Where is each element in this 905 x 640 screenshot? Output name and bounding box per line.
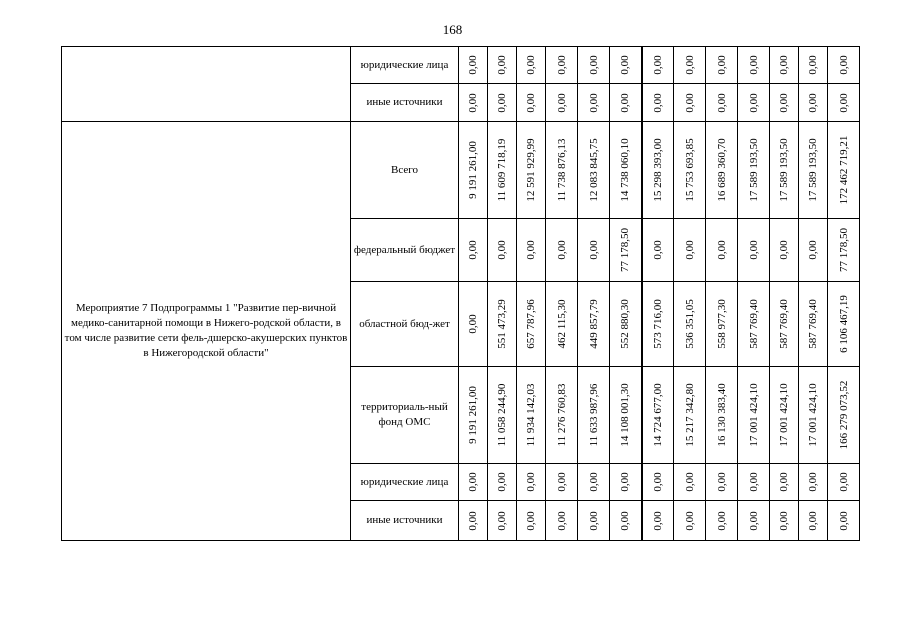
value-cell [610,219,642,282]
funding-source-cell: областной бюд-жет [351,282,459,367]
value-text: 0,00 [555,472,568,492]
value-text: 0,00 [747,510,760,531]
value-text: 0,00 [467,510,479,531]
value-cell [546,122,578,219]
value-text: 16 130 383,40 [715,383,728,447]
value-cell [674,282,706,367]
value-cell [674,47,706,84]
value-text: 0,00 [651,92,664,113]
value-cell [459,464,488,501]
value-cell [578,219,610,282]
value-cell [546,464,578,501]
value-cell [642,122,674,219]
value-cell [488,501,517,541]
value-cell [828,219,860,282]
value-cell [799,367,828,464]
value-cell [706,501,738,541]
value-cell [706,47,738,84]
value-cell [578,122,610,219]
value-text: 0,00 [496,55,508,75]
value-text: 0,00 [587,55,600,75]
value-cell [799,84,828,122]
value-text: 0,00 [747,472,760,492]
value-text: 9 191 261,00 [467,386,479,444]
page-number: 168 [442,22,463,37]
value-text: 0,00 [837,510,850,531]
value-cell [770,282,799,367]
value-text: 11 738 876,13 [555,138,568,202]
value-cell [642,367,674,464]
value-text: 0,00 [525,92,537,113]
value-text: 0,00 [467,472,479,492]
value-cell [828,464,860,501]
value-cell [799,282,828,367]
value-cell [706,219,738,282]
value-text: 0,00 [683,240,696,260]
value-text: 15 298 393,00 [651,138,664,202]
value-cell [459,219,488,282]
value-text: 11 633 987,96 [587,383,600,447]
value-cell [770,219,799,282]
value-cell [738,282,770,367]
value-text: 12 591 929,99 [525,138,537,202]
value-text: 0,00 [837,92,850,113]
value-cell [517,282,546,367]
value-cell [674,367,706,464]
value-cell [610,122,642,219]
value-cell [706,122,738,219]
value-cell [770,464,799,501]
value-cell [674,219,706,282]
value-text: 166 279 073,52 [837,380,850,450]
value-cell [642,464,674,501]
value-text: 0,00 [807,510,819,531]
value-cell [770,122,799,219]
value-cell [706,464,738,501]
value-cell [459,282,488,367]
value-cell [488,47,517,84]
value-cell [610,84,642,122]
value-text: 17 001 424,10 [747,383,760,447]
value-text: 0,00 [715,240,728,260]
value-cell [488,122,517,219]
value-cell [770,501,799,541]
value-cell [610,464,642,501]
value-cell [610,282,642,367]
value-text: 552 880,30 [619,299,632,349]
value-text: 9 191 261,00 [467,141,479,199]
value-cell [459,122,488,219]
value-text: 0,00 [837,55,850,75]
value-cell [578,501,610,541]
value-text: 0,00 [778,55,790,75]
value-cell [642,282,674,367]
value-cell [799,464,828,501]
value-text: 0,00 [683,92,696,113]
value-cell [799,501,828,541]
value-cell [642,219,674,282]
value-text: 17 589 193,50 [807,138,819,202]
value-text: 0,00 [555,55,568,75]
value-cell [674,501,706,541]
value-text: 536 351,05 [683,299,696,349]
empty-activity-cell [62,47,351,122]
value-text: 12 083 845,75 [587,138,600,202]
value-cell [738,47,770,84]
value-cell [517,367,546,464]
value-text: 0,00 [467,240,479,260]
value-text: 0,00 [778,240,790,260]
value-text: 14 724 677,00 [651,383,664,447]
funding-source-cell: Всего [351,122,459,219]
value-text: 0,00 [619,92,632,113]
value-text: 657 787,96 [525,299,537,349]
value-text: 0,00 [619,510,632,531]
funding-source-cell: территориаль-ный фонд ОМС [351,367,459,464]
value-text: 172 462 719,21 [837,135,850,205]
value-text: 462 115,30 [555,299,568,349]
value-cell [459,84,488,122]
value-cell [738,501,770,541]
budget-table [61,46,860,541]
value-cell [578,84,610,122]
value-text: 0,00 [619,472,632,492]
value-cell [828,122,860,219]
value-text: 551 473,29 [496,299,508,349]
value-text: 17 001 424,10 [778,383,790,447]
value-text: 0,00 [747,240,760,260]
value-text: 0,00 [555,510,568,531]
value-cell [799,219,828,282]
value-cell [738,367,770,464]
value-text: 0,00 [778,472,790,492]
value-text: 0,00 [467,55,479,75]
value-cell [578,282,610,367]
value-text: 6 106 467,19 [837,295,850,353]
value-text: 0,00 [683,55,696,75]
value-cell [738,122,770,219]
value-cell [674,464,706,501]
value-cell [706,84,738,122]
value-cell [674,84,706,122]
value-cell [610,501,642,541]
value-text: 0,00 [807,472,819,492]
value-text: 0,00 [807,240,819,260]
value-text: 0,00 [496,472,508,492]
value-text: 15 753 693,85 [683,138,696,202]
funding-source-cell: юридические лица [351,47,459,84]
value-cell [488,84,517,122]
value-cell [488,367,517,464]
value-text: 573 716,00 [651,299,664,349]
value-cell [517,464,546,501]
value-cell [546,219,578,282]
value-cell [517,219,546,282]
value-cell [770,367,799,464]
funding-source-cell: иные источники [351,84,459,122]
value-cell [488,464,517,501]
value-text: 16 689 360,70 [715,138,728,202]
value-cell [546,282,578,367]
value-cell [517,47,546,84]
value-text: 11 276 760,83 [555,383,568,447]
value-cell [517,501,546,541]
value-text: 0,00 [467,92,479,113]
value-cell [642,84,674,122]
value-text: 0,00 [587,92,600,113]
value-text: 0,00 [807,92,819,113]
value-text: 11 609 718,19 [496,138,508,202]
value-text: 558 977,30 [715,299,728,349]
value-text: 11 934 142,03 [525,383,537,447]
value-text: 0,00 [778,92,790,113]
value-cell [738,219,770,282]
value-text: 0,00 [747,92,760,113]
value-text: 0,00 [619,55,632,75]
value-text: 0,00 [587,472,600,492]
value-text: 0,00 [525,55,537,75]
value-text: 587 769,40 [778,299,790,349]
value-cell [488,219,517,282]
value-text: 587 769,40 [747,299,760,349]
value-cell [828,84,860,122]
value-text: 0,00 [715,510,728,531]
value-text: 0,00 [778,510,790,531]
value-cell [546,501,578,541]
value-text: 0,00 [587,240,600,260]
value-cell [738,84,770,122]
value-cell [828,47,860,84]
value-text: 0,00 [715,55,728,75]
value-text: 0,00 [651,510,664,531]
value-cell [828,501,860,541]
value-cell [799,47,828,84]
value-text: 77 178,50 [619,228,632,272]
value-cell [517,84,546,122]
value-cell [578,464,610,501]
funding-source-cell: федеральный бюджет [351,219,459,282]
value-text: 0,00 [715,92,728,113]
value-cell [828,282,860,367]
value-cell [799,122,828,219]
value-cell [828,367,860,464]
value-cell [610,367,642,464]
activity-title-cell: Мероприятие 7 Подпрограммы 1 "Развитие пер-вичной медико-санитарной помощи в Нижего-родской области, в том числе развитие сети фель-дшерско-акушерских пунктов в Нижегородской области" [62,122,351,541]
value-text: 0,00 [683,472,696,492]
value-cell [546,47,578,84]
value-text: 587 769,40 [807,299,819,349]
value-text: 0,00 [525,510,537,531]
value-text: 0,00 [525,240,537,260]
value-text: 77 178,50 [837,228,850,272]
value-text: 17 589 193,50 [747,138,760,202]
value-cell [488,282,517,367]
value-text: 0,00 [555,92,568,113]
value-cell [459,47,488,84]
value-text: 0,00 [555,240,568,260]
value-text: 0,00 [587,510,600,531]
value-cell [546,84,578,122]
value-cell [459,501,488,541]
value-cell [770,84,799,122]
value-text: 11 058 244,90 [496,383,508,447]
value-text: 449 857,79 [587,299,600,349]
value-text: 0,00 [467,314,479,334]
value-text: 0,00 [496,240,508,260]
value-cell [770,47,799,84]
value-text: 14 108 001,30 [619,383,632,447]
value-cell [706,367,738,464]
value-text: 17 589 193,50 [778,138,790,202]
value-text: 0,00 [496,92,508,113]
value-text: 0,00 [651,55,664,75]
value-cell [610,47,642,84]
value-text: 15 217 342,80 [683,383,696,447]
funding-source-cell: иные источники [351,501,459,541]
value-cell [546,367,578,464]
value-cell [674,122,706,219]
value-cell [642,47,674,84]
value-cell [517,122,546,219]
value-text: 0,00 [807,55,819,75]
value-text: 0,00 [651,472,664,492]
value-text: 0,00 [837,472,850,492]
table-row [62,122,860,219]
value-cell [578,367,610,464]
value-cell [459,367,488,464]
value-cell [706,282,738,367]
value-cell [578,47,610,84]
value-text: 0,00 [525,472,537,492]
value-cell [642,501,674,541]
table-row [62,47,860,84]
value-text: 14 738 060,10 [619,138,632,202]
funding-source-cell: юридические лица [351,464,459,501]
value-cell [738,464,770,501]
value-text: 0,00 [747,55,760,75]
value-text: 17 001 424,10 [807,383,819,447]
value-text: 0,00 [683,510,696,531]
value-text: 0,00 [651,240,664,260]
value-text: 0,00 [496,510,508,531]
value-text: 0,00 [715,472,728,492]
